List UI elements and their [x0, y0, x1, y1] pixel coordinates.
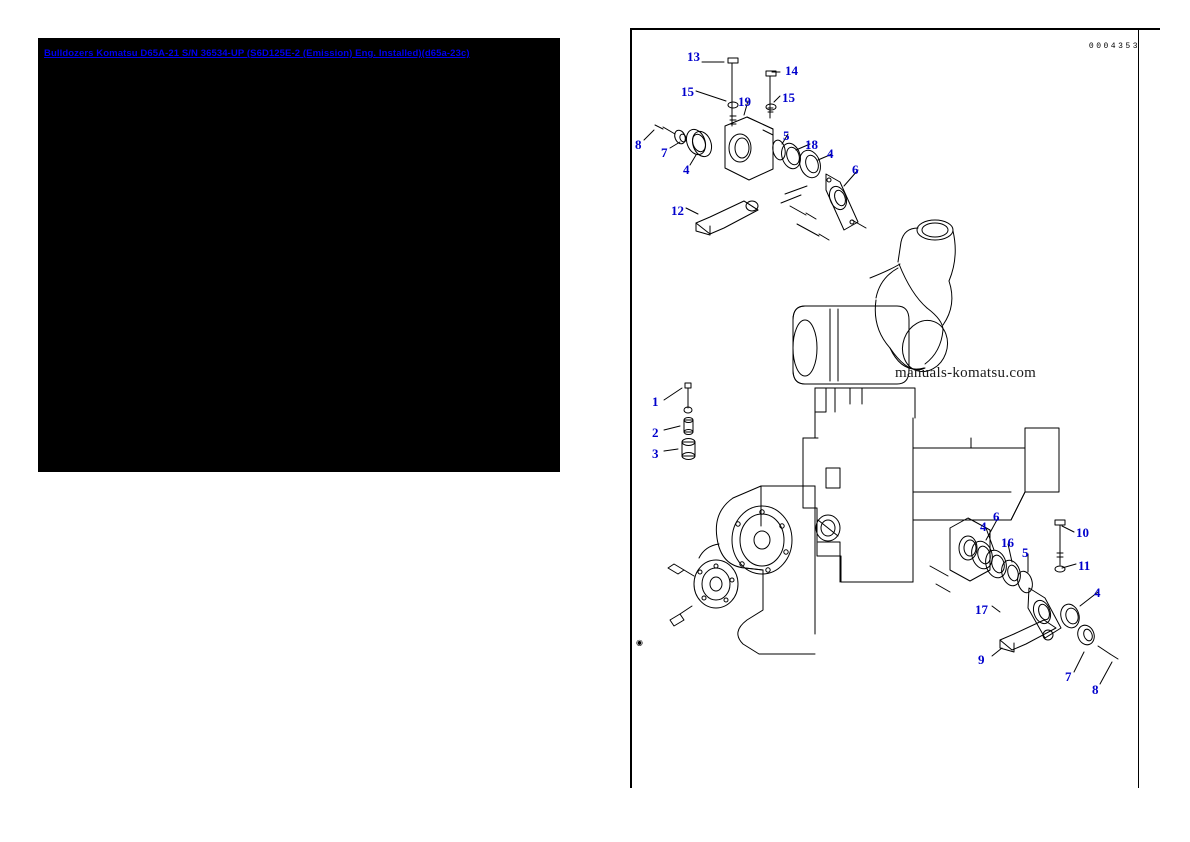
callout-16: 16 [1001, 535, 1014, 550]
corner-registration-mark: ◉ [636, 638, 643, 647]
callout-5-bottom: 5 [1022, 545, 1029, 560]
callout-5-top: 5 [783, 128, 790, 143]
callout-14: 14 [785, 63, 798, 78]
callout-8-top: 8 [635, 137, 642, 152]
callout-4-bottomleft: 4 [980, 519, 987, 534]
callout-6-top: 6 [852, 162, 859, 177]
callout-12: 12 [671, 203, 684, 218]
callout-19: 19 [738, 94, 751, 109]
callout-2: 2 [652, 425, 659, 440]
callout-9: 9 [978, 652, 985, 667]
preview-image-panel [38, 38, 560, 472]
callout-10: 10 [1076, 525, 1089, 540]
callout-15-top: 15 [681, 84, 694, 99]
callout-4-topright: 4 [827, 146, 834, 161]
callout-7-bottom: 7 [1065, 669, 1072, 684]
callout-6-bottom: 6 [993, 509, 1000, 524]
callout-4-topleft: 4 [683, 162, 690, 177]
callout-8-bottom: 8 [1092, 682, 1099, 697]
callout-15-right: 15 [782, 90, 795, 105]
callout-17: 17 [975, 602, 988, 617]
callout-7-top: 7 [661, 145, 668, 160]
callout-11: 11 [1078, 558, 1091, 573]
parts-illustration [630, 28, 1160, 788]
callout-1: 1 [652, 394, 659, 409]
callout-13: 13 [687, 49, 700, 64]
callout-3: 3 [652, 446, 659, 461]
callout-18: 18 [805, 137, 818, 152]
parts-diagram-panel [630, 28, 1160, 788]
watermark-text: manuals-komatsu.com [895, 365, 1037, 381]
drawing-number: 0004353 [1088, 42, 1140, 51]
callout-4-bottomright: 4 [1094, 585, 1101, 600]
catalog-title-link[interactable]: Bulldozers Komatsu D65A-21 S/N 36534-UP (S6D125E-2 (Emission) Eng. Installed)(d65a-23c) [44, 48, 470, 59]
